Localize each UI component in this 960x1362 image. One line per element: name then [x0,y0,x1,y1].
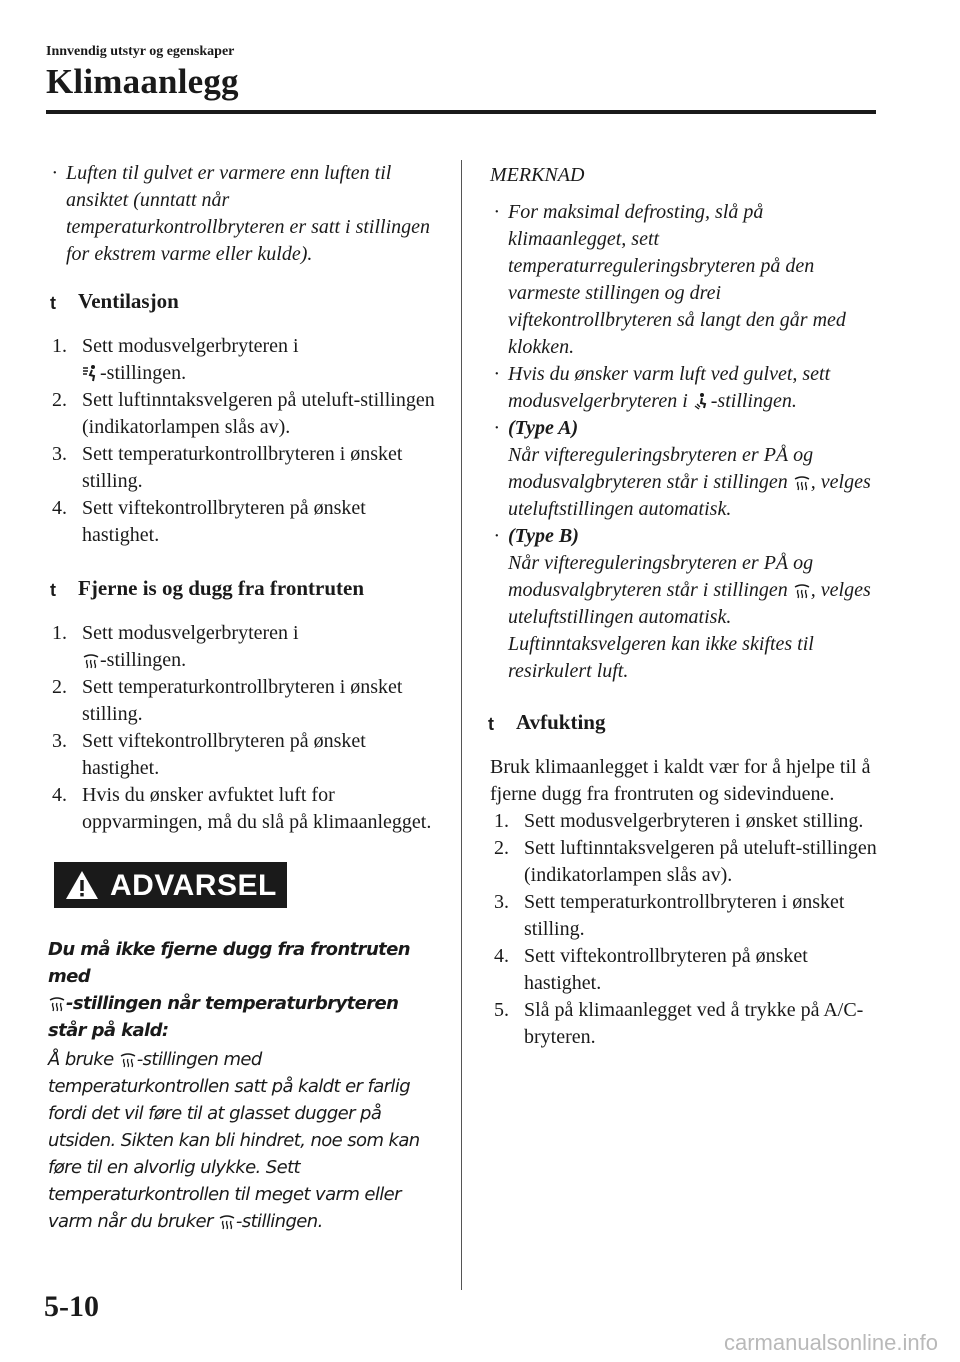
step-number: 3. [52,443,67,465]
warning-title-pre: Du må ikke fjerne dugg fra frontruten med [48,939,410,987]
step-number: 2. [494,837,509,859]
page-number: 5-10 [44,1290,99,1323]
step-text: Sett temperaturkontrollbryteren i ønsket stilling. [82,443,403,492]
warning-body [48,1046,438,1235]
step-text-post: -stillingen. [100,362,187,384]
warning-body-pre: Å bruke [48,1049,114,1070]
step-text-pre: Sett modusvelgerbryteren i [82,335,299,357]
list-item [490,808,880,835]
section-marker: t [50,580,56,600]
list-item [48,782,438,836]
step-text [82,620,438,674]
floor-vent-icon [693,392,711,410]
bullet-dot: · [52,162,57,184]
defroster-icon [793,581,811,599]
step-number: 3. [494,891,509,913]
list-item [490,997,880,1051]
note-title: MERKNAD [490,164,585,186]
list-item [48,674,438,728]
note-list [490,199,880,685]
step-number: 2. [52,389,67,411]
left-column [48,160,438,1235]
bullet-dot: · [494,417,499,439]
list-item [48,728,438,782]
step-text: Hvis du ønsker avfuktet luft for oppvarmingen, må du slå på klimaanlegget. [82,784,432,833]
header-rule [46,110,876,114]
list-item [48,441,438,495]
bullet-text: For maksimal defrosting, slå på klimaanlegget, sett temperaturreguleringsbryteren på den varmeste stillingen og drei viftekontrollbryteren så langt den går med klokken. [508,201,846,358]
section-label: Innvendig utstyr og egenskaper [46,44,235,59]
face-vent-icon [82,364,100,382]
bullet-text-pre: Når viftereguleringsbryteren er PÅ og modusvalgbryteren står i stillingen [508,552,814,601]
list-item [490,361,880,415]
bullet-text [508,363,830,412]
step-number: 2. [52,676,67,698]
step-number: 4. [52,784,67,806]
subhead-title: Fjerne is og dugg fra frontruten [78,576,364,600]
section-marker: t [50,293,56,313]
warning-label: ADVARSEL [110,868,277,902]
bullet-dot: · [494,363,499,385]
page-header [46,44,876,114]
ventilation-steps [48,333,438,549]
defroster-icon [793,473,811,491]
bullet-text-pre: Hvis du ønsker varm luft ved gulvet, sett modusvelgerbryteren i [508,363,831,412]
subhead-title: Avfukting [516,710,606,734]
step-number: 5. [494,999,509,1021]
bullet-text-post: -stillingen. [710,390,797,412]
warning-body-post: -stillingen. [235,1211,323,1232]
step-text: Sett luftinntaksvelgeren på uteluft-stillingen (indikatorlampen slås av). [82,389,435,438]
list-item [48,387,438,441]
section-marker: t [488,714,494,734]
right-column [490,160,880,1051]
step-text-post: -stillingen. [100,649,187,671]
defroster-icon [218,1212,236,1230]
list-item [48,495,438,549]
subhead-ventilation [48,288,438,317]
defrost-steps [48,620,438,836]
step-number: 3. [52,730,67,752]
step-text: Sett luftinntaksvelgeren på uteluft-stillingen (indikatorlampen slås av). [524,837,877,886]
intro-bullet [48,160,438,268]
step-number: 4. [52,497,67,519]
step-number: 1. [52,335,67,357]
defroster-icon [119,1050,137,1068]
list-item [490,943,880,997]
warning-title-post: -stillingen når temperaturbryteren står på kald: [48,993,399,1041]
bullet-dot: · [494,201,499,223]
list-item [48,333,438,387]
column-divider [461,160,462,1290]
warning-body-mid: -stillingen med temperaturkontrollen satt på kaldt er farlig fordi det vil føre til at glasset dugger på utsiden. Sikten kan bli hindret, noe som kan føre til en alvorlig ulykke. Sett temperaturkontrollen til meget varm eller varm når du bruker [48,1049,420,1232]
warning-triangle-icon [64,869,100,901]
step-text: Sett viftekontrollbryteren på ønsket hastighet. [524,945,808,994]
step-number: 1. [494,810,509,832]
step-number: 1. [52,622,67,644]
step-text: Sett viftekontrollbryteren på ønsket hastighet. [82,497,366,546]
type-label: (Type B) [508,525,579,547]
list-item [490,523,880,685]
bullet-text-post: , velges uteluftstillingen automatisk. [508,471,871,520]
type-label: (Type A) [508,417,579,439]
subhead-title: Ventilasjon [78,289,179,313]
bullet-dot: · [494,525,499,547]
watermark: carmanualsonline.info [723,1330,938,1355]
bullet-text: Luften til gulvet er varmere enn luften til ansiktet (unntatt når temperaturkontrollbryteren er satt i stillingen for ekstrem varme eller kulde). [66,162,431,265]
list-item [490,835,880,889]
step-text: Sett modusvelgerbryteren i ønsket stilling. [524,810,864,832]
step-text: Slå på klimaanlegget ved å trykke på A/C-bryteren. [524,999,864,1048]
chapter-title: Klimaanlegg [46,62,239,101]
list-item [490,889,880,943]
warning-banner [54,862,287,908]
bullet-text-pre: Når viftereguleringsbryteren er PÅ og modusvalgbryteren står i stillingen [508,444,814,493]
dehumidify-intro: Bruk klimaanlegget i kaldt vær for å hjelpe til å fjerne dugg fra frontruten og sidevinduene. [490,756,871,805]
step-text: Sett viftekontrollbryteren på ønsket hastighet. [82,730,366,779]
step-text-pre: Sett modusvelgerbryteren i [82,622,299,644]
step-text: Sett temperaturkontrollbryteren i ønsket stilling. [524,891,845,940]
list-item [490,415,880,523]
step-text [82,333,438,387]
list-item [48,620,438,674]
defroster-icon [82,651,100,669]
bullet-text-post: , velges uteluftstillingen automatisk. Luftinntaksvelgeren kan ikke skiftes til resirkulert luft. [508,579,871,682]
defroster-icon [48,994,66,1012]
warning-title [48,936,438,1044]
dehumidify-steps [490,808,880,1051]
step-text: Sett temperaturkontrollbryteren i ønsket stilling. [82,676,403,725]
step-number: 4. [494,945,509,967]
bullet-text [508,525,871,682]
subhead-dehumidify [486,709,880,738]
bullet-text [508,417,871,520]
list-item [490,199,880,361]
subhead-defrost [48,575,438,604]
